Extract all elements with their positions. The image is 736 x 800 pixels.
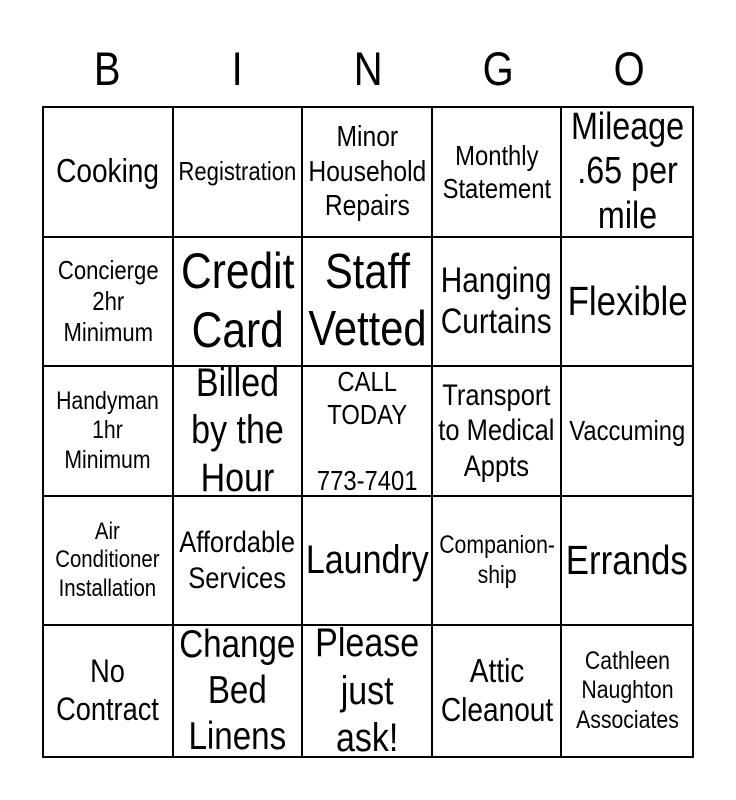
cell-line: 1hr	[92, 416, 124, 445]
cell-line: Appts	[463, 449, 530, 483]
cell-line: ship	[477, 560, 517, 589]
cell-text	[181, 242, 294, 360]
cell-line: Transport	[442, 378, 551, 412]
cell-line: Errands	[566, 537, 689, 584]
cell-line: Installation	[59, 574, 157, 602]
cell-line: Contract	[56, 691, 160, 728]
cell-line: just	[340, 668, 394, 713]
cell-line: Minimum	[62, 316, 153, 347]
cell-line: TODAY	[327, 398, 407, 430]
cell-line: Companion-	[438, 531, 555, 560]
cell-line	[317, 431, 418, 464]
cell-text	[308, 120, 426, 223]
cell-line: Affordable	[179, 526, 296, 560]
cell-line: Flexible	[567, 278, 688, 325]
cell-line: ask!	[335, 715, 399, 756]
bingo-cell-r5c3[interactable]	[303, 626, 433, 756]
cell-text	[56, 152, 159, 191]
cell-text	[566, 536, 688, 584]
bingo-cell-r2c1[interactable]	[44, 238, 174, 368]
cell-line: Services	[188, 561, 287, 595]
cell-line: Curtains	[441, 302, 552, 342]
bingo-cell-r2c2[interactable]	[174, 238, 304, 368]
cell-text	[571, 108, 684, 238]
cell-line: Household	[308, 155, 426, 188]
cell-line: Vaccuming	[569, 415, 686, 447]
cell-text	[179, 626, 295, 756]
cell-line: Repairs	[324, 189, 410, 222]
cell-line: Handyman	[56, 386, 160, 415]
cell-text	[306, 537, 429, 584]
cell-text	[178, 156, 296, 187]
bingo-cell-r4c1[interactable]	[44, 497, 174, 627]
cell-text	[567, 277, 687, 325]
bingo-cell-r1c4[interactable]	[433, 108, 563, 238]
cell-text	[576, 647, 679, 736]
bingo-cell-r1c1[interactable]	[44, 108, 174, 238]
bingo-cell-r4c4[interactable]	[433, 497, 563, 627]
bingo-cell-r4c5[interactable]	[562, 497, 692, 627]
cell-text	[191, 367, 284, 497]
cell-line: Registration	[178, 156, 297, 187]
header-letter-o: O	[613, 41, 645, 95]
cell-text	[440, 652, 552, 730]
cell-line: Monthly	[454, 139, 539, 171]
bingo-cell-r3c4[interactable]	[433, 367, 563, 497]
cell-line: Staff	[324, 244, 410, 299]
cell-line: Bed	[207, 669, 267, 713]
cell-line: CALL	[337, 367, 397, 397]
bingo-cell-r5c4[interactable]	[433, 626, 563, 756]
cell-line: Linens	[188, 715, 287, 756]
cell-text	[308, 244, 426, 360]
cell-line: Billed	[195, 367, 279, 406]
cell-text	[441, 260, 552, 343]
cell-line: Change	[179, 626, 296, 667]
cell-line: by the	[191, 408, 284, 453]
cell-line: Cooking	[56, 152, 160, 190]
bingo-cell-r1c3[interactable]	[303, 108, 433, 238]
bingo-cell-r1c5[interactable]	[562, 108, 692, 238]
cell-line: Conditioner	[55, 546, 160, 574]
bingo-cell-r2c5[interactable]	[562, 238, 692, 368]
bingo-cell-r4c3[interactable]	[303, 497, 433, 627]
cell-text	[56, 518, 160, 603]
bingo-cell-r5c2[interactable]	[174, 626, 304, 756]
cell-text	[569, 414, 685, 447]
bingo-cell-r4c2[interactable]	[174, 497, 304, 627]
cell-line: 773-7401	[316, 465, 418, 497]
cell-line: to Medical	[438, 414, 555, 448]
cell-line: Minor	[336, 121, 398, 154]
cell-line: mile	[597, 195, 657, 238]
bingo-cell-r3c1[interactable]	[44, 367, 174, 497]
cell-line: Hour	[200, 455, 275, 497]
bingo-cell-r5c5[interactable]	[562, 626, 692, 756]
cell-line: Laundry	[305, 538, 429, 582]
cell-text	[439, 531, 555, 590]
cell-line: Hanging	[441, 261, 553, 301]
cell-line: Card	[191, 302, 284, 359]
cell-text	[438, 378, 554, 484]
cell-text	[56, 387, 159, 476]
cell-line: Vetted	[307, 302, 427, 357]
cell-text	[317, 367, 418, 497]
cell-text	[315, 626, 419, 756]
bingo-cell-r2c4[interactable]	[433, 238, 563, 368]
cell-line: Air	[95, 518, 121, 546]
cell-line: Minimum	[64, 445, 151, 474]
cell-line: Cathleen	[584, 646, 670, 675]
cell-line: Cleanout	[440, 691, 553, 729]
cell-line: 2hr	[91, 286, 124, 317]
bingo-cell-r3c5[interactable]	[562, 367, 692, 497]
cell-text	[179, 525, 295, 596]
bingo-cell-r3c3[interactable]	[303, 367, 433, 497]
cell-line: No	[90, 653, 126, 690]
bingo-cell-r3c2[interactable]	[174, 367, 304, 497]
cell-line: .65 per	[576, 150, 678, 193]
header-letter-i: I	[232, 41, 244, 95]
cell-line: Credit	[180, 243, 295, 300]
cell-text	[57, 255, 158, 347]
bingo-cell-r2c3[interactable]	[303, 238, 433, 368]
bingo-cell-r5c1[interactable]	[44, 626, 174, 756]
cell-line: Please	[315, 626, 419, 666]
header-letter-n: N	[353, 41, 383, 95]
bingo-header	[42, 34, 694, 102]
cell-line: Naughton	[581, 676, 674, 705]
cell-line: Statement	[442, 172, 551, 204]
cell-line: Mileage	[570, 108, 684, 148]
header-letter-g: G	[482, 41, 514, 95]
cell-line: Associates	[575, 705, 679, 734]
cell-line: Concierge	[57, 255, 159, 286]
cell-text	[442, 139, 550, 205]
cell-line: Attic	[469, 652, 524, 690]
bingo-cell-r1c2[interactable]	[174, 108, 304, 238]
bingo-grid	[42, 106, 694, 758]
cell-text	[56, 653, 159, 729]
header-letter-b: B	[93, 41, 121, 95]
